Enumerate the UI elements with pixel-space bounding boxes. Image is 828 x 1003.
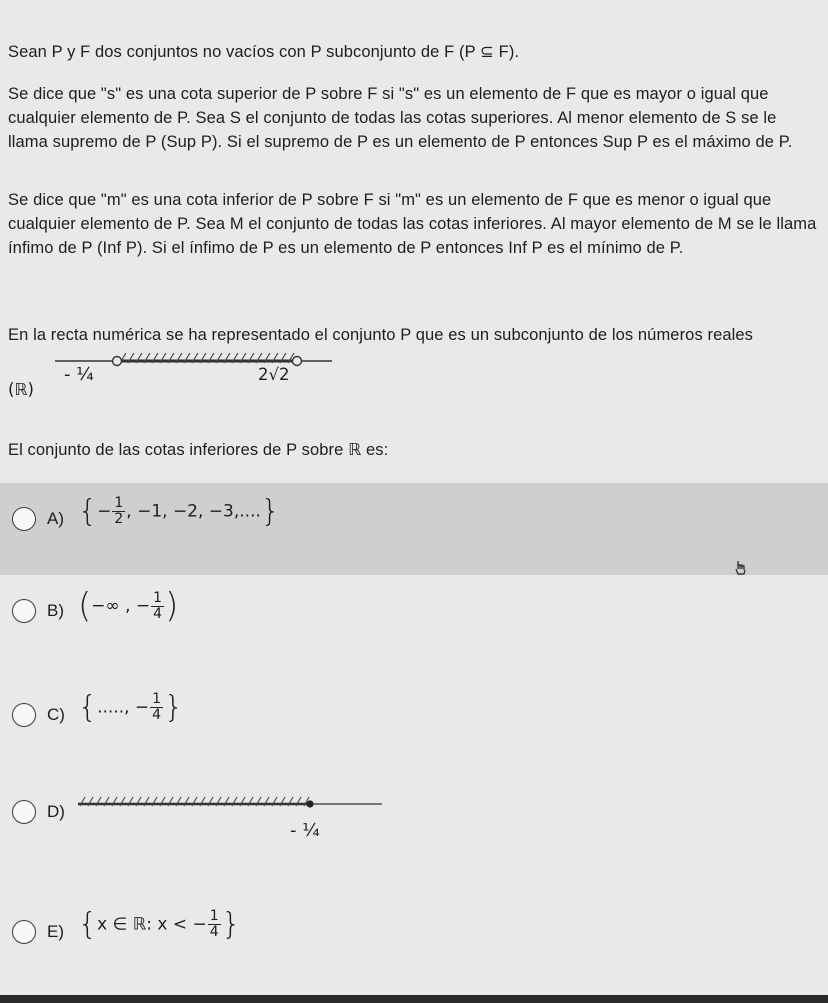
option-c-expression: {....., − $\frac{1}{4}$ } bbox=[78, 690, 184, 725]
option-c-radio[interactable] bbox=[12, 703, 36, 727]
right-open-endpoint bbox=[293, 357, 302, 366]
question-text: El conjunto de las cotas inferiores de P sobre ℝ es: bbox=[8, 441, 389, 459]
option-a[interactable] bbox=[0, 483, 828, 575]
infimo-definition: Se dice que "m" es una cota inferior de P sobre F si "m" es un elemento de F que es menor o igual que cualquier elemento de P. Sea M el conjunto de todas las cotas inferiores. Al mayor elemento de M se le llama ínfimo de P (Inf P). Si el ínfimo de P es un elemento de P entonces Inf P es el mínimo de P. bbox=[8, 191, 817, 257]
hand-cursor-icon bbox=[733, 560, 747, 576]
intro-definition: Sean P y F dos conjuntos no vacíos con P subconjunto de F (P ⊆ F). bbox=[8, 43, 520, 61]
option-e-expression: {x ∈ ℝ: x < − $\frac{1}{4}$ } bbox=[78, 907, 241, 942]
number-line-set-label: (ℝ) bbox=[8, 380, 34, 399]
option-a-expression: {− $\frac{1}{2}$ , −1, −2, −3,....} bbox=[78, 494, 280, 529]
bottom-bar bbox=[0, 995, 828, 1003]
option-e-radio[interactable] bbox=[12, 920, 36, 944]
option-d-radio[interactable] bbox=[12, 800, 36, 824]
option-e[interactable] bbox=[0, 890, 828, 982]
option-c-letter: C) bbox=[47, 705, 65, 724]
option-d-number-line bbox=[76, 790, 386, 810]
option-d-letter: D) bbox=[47, 802, 65, 821]
left-open-endpoint bbox=[113, 357, 122, 366]
option-c[interactable] bbox=[0, 667, 828, 759]
option-b[interactable] bbox=[0, 575, 828, 667]
option-a-fraction: $\frac{1}{2}$ bbox=[114, 495, 124, 527]
option-b-expression: (−∞ , − $\frac{1}{4}$ ) bbox=[78, 586, 179, 626]
number-line-left-label: - ¼ bbox=[64, 364, 94, 385]
supremo-definition: Se dice que "s" es una cota superior de P sobre F si "s" es un elemento de F que es mayor o igual que cualquier elemento de P. Sea S el conjunto de todas las cotas superiores. Al menor elemento de S se le llama supremo de P (Sup P). Si el supremo de P es un elemento de P entonces Sup P es el máximo de P. bbox=[8, 85, 793, 151]
number-line-right-label: 2√2 bbox=[258, 365, 290, 384]
option-e-letter: E) bbox=[47, 922, 64, 941]
option-b-letter: B) bbox=[47, 601, 64, 620]
option-d-label: - ¼ bbox=[290, 820, 320, 841]
option-b-radio[interactable] bbox=[12, 599, 36, 623]
option-d[interactable] bbox=[0, 780, 828, 872]
option-a-radio[interactable] bbox=[12, 507, 36, 531]
number-line-intro: En la recta numérica se ha representado el conjunto P que es un subconjunto de los números reales bbox=[8, 326, 754, 344]
option-d-closed-endpoint bbox=[306, 800, 313, 807]
option-a-letter: A) bbox=[47, 509, 64, 528]
